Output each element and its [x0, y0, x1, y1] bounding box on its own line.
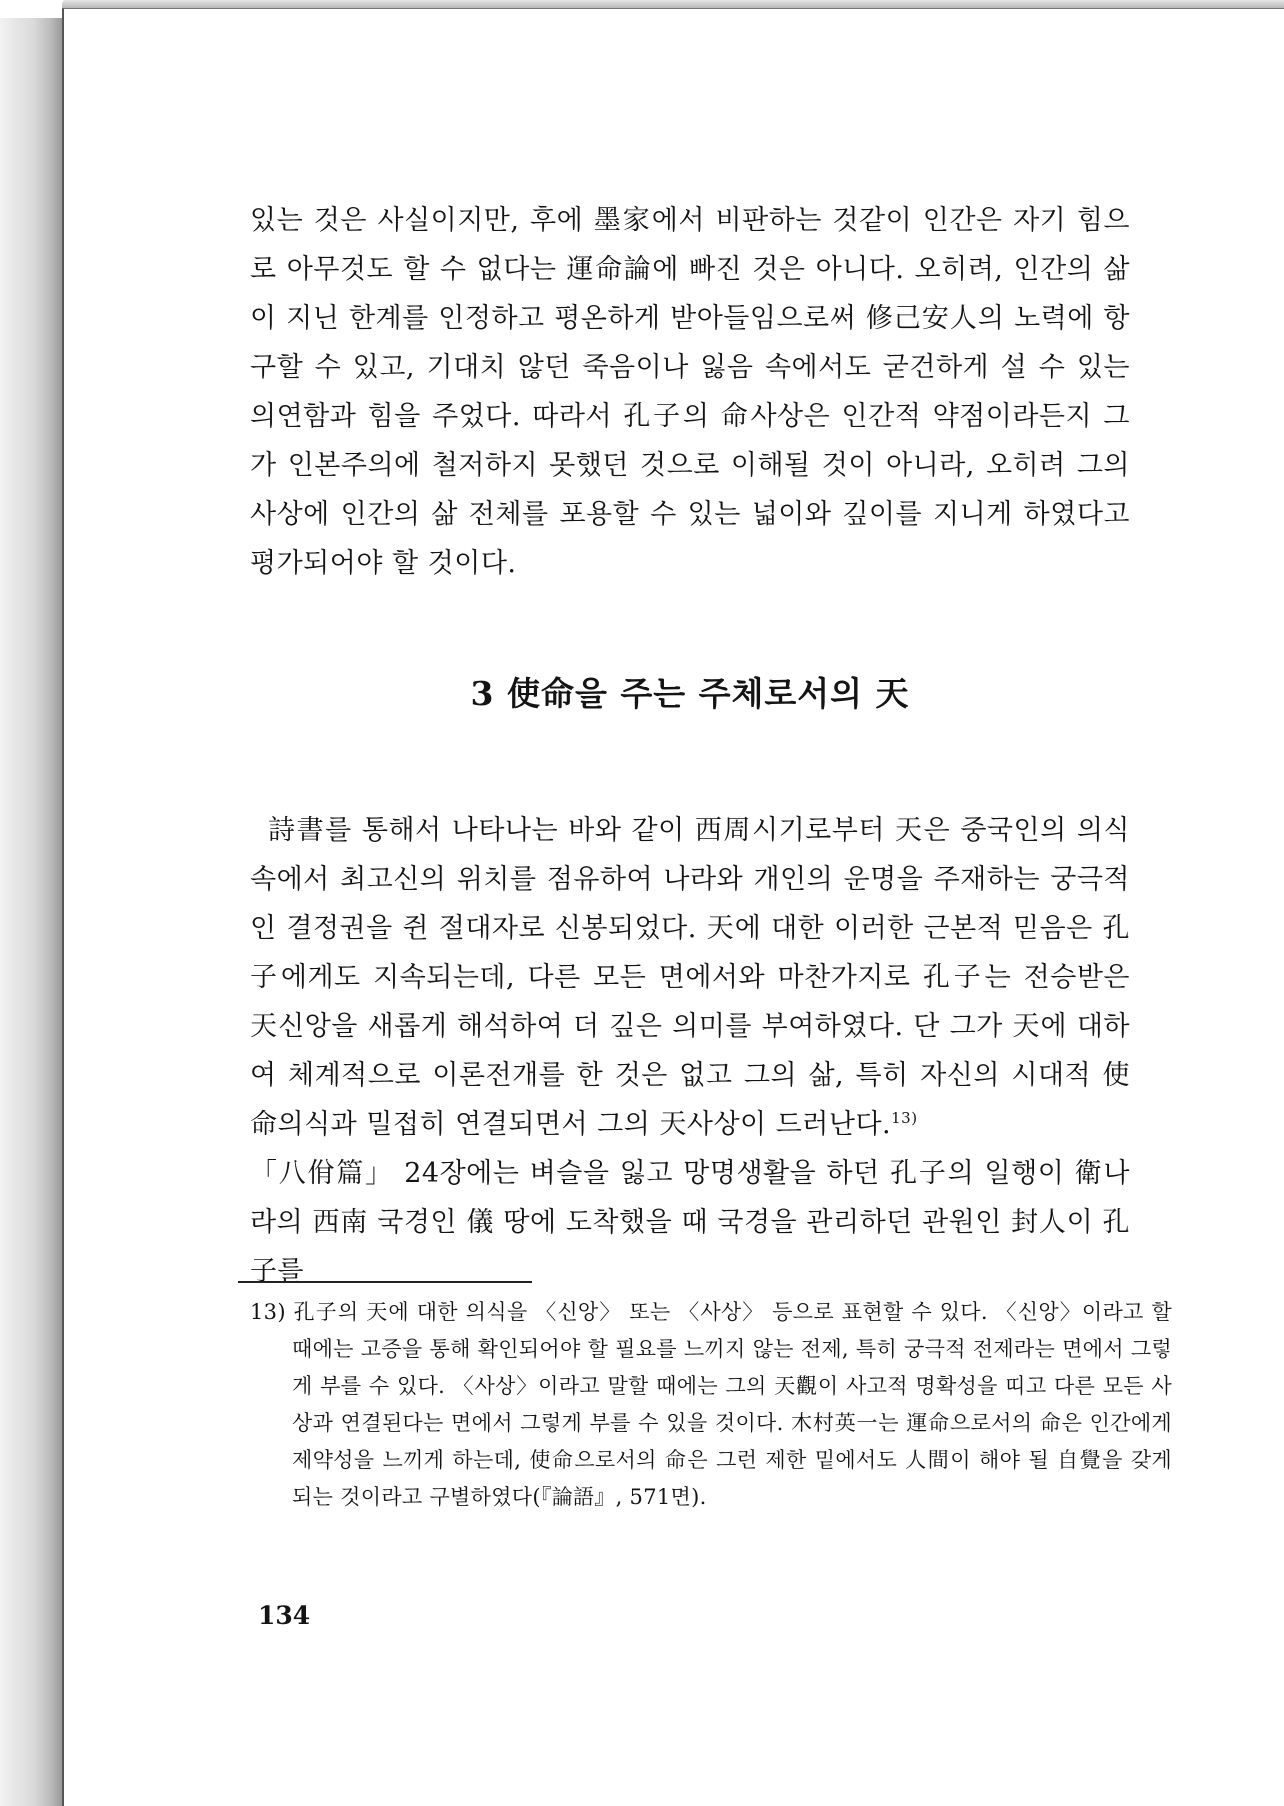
- page-stack-edge: [0, 18, 63, 1806]
- paragraph-2-text: 詩書를 통해서 나타나는 바와 같이 西周시기로부터 天은 중국인의 의식 속에서 최고신의 위치를 점유하여 나라와 개인의 운명을 주재하는 궁극적인 결정권을 쥔 절대자로 신봉되었다. 天에 대한 이러한 근본적 믿음은 孔子에게도 지속되는데, 다른 모든 면에서와 마찬가지로 孔子는 전승받은 天신앙을 새롭게 해석하여 더 깊은 의미를 부여하였다. 단 그가 天에 대하여 체계적으로 이론전개를 한 것은 없고 그의 삶, 특히 자신의 시대적 使命의식과 밀접히 연결되면서 그의 天사상이 드러난다.: [250, 815, 1130, 1140]
- body-text-top: [250, 196, 1130, 588]
- body-text-section-3: [250, 806, 1130, 1296]
- section-heading: 3 使命을 주는 주체로서의 天: [470, 674, 910, 713]
- paragraph-1: 있는 것은 사실이지만, 후에 墨家에서 비판하는 것같이 인간은 자기 힘으로 아무것도 할 수 없다는 運命論에 빠진 것은 아니다. 오히려, 인간의 삶이 지닌 한계를 인정하고 평온하게 받아들임으로써 修己安人의 노력에 항구할 수 있고, 기대치 않던 죽음이나 잃음 속에서도 굳건하게 설 수 있는 의연함과 힘을 주었다. 따라서 孔子의 命사상은 인간적 약점이라든지 그가 인본주의에 철저하지 못했던 것으로 이해될 것이 아니라, 오히려 그의 사상에 인간의 삶 전체를 포용할 수 있는 넓이와 깊이를 지니게 하였다고 평가되어야 할 것이다.: [250, 205, 1130, 579]
- footnote-13: 13) 孔子의 天에 대한 의식을 〈신앙〉 또는 〈사상〉 등으로 표현할 수 있다. 〈신앙〉이라고 할 때에는 고증을 통해 확인되어야 할 필요를 느끼지 않는 전제, 특히 궁극적 전제라는 면에서 그렇게 부를 수 있다. 〈사상〉이라고 말할 때에는 그의 天觀이 사고적 명확성을 띠고 다른 모든 사상과 연결된다는 면에서 그렇게 부를 수 있을 것이다. 木村英一는 運命으로서의 命은 인간에게 제약성을 느끼게 하는데, 使命으로서의 命은 그런 제한 밑에서도 人間이 해야 될 自覺을 갖게 되는 것이라고 구별하였다(『論語』, 571면).: [250, 1300, 1172, 1509]
- footnote-separator: [238, 1281, 532, 1283]
- paragraph-2: [250, 806, 1130, 1149]
- page-top-edge: [62, 0, 1284, 8]
- page-number: 134: [258, 1601, 311, 1630]
- footnote-ref-13: 13): [891, 1109, 918, 1127]
- paragraph-3: 「八佾篇」 24장에는 벼슬을 잃고 망명생활을 하던 孔子의 일행이 衛나라의 西南 국경인 儀 땅에 도착했을 때 국경을 관리하던 관원인 封人이 孔子를: [250, 1158, 1130, 1287]
